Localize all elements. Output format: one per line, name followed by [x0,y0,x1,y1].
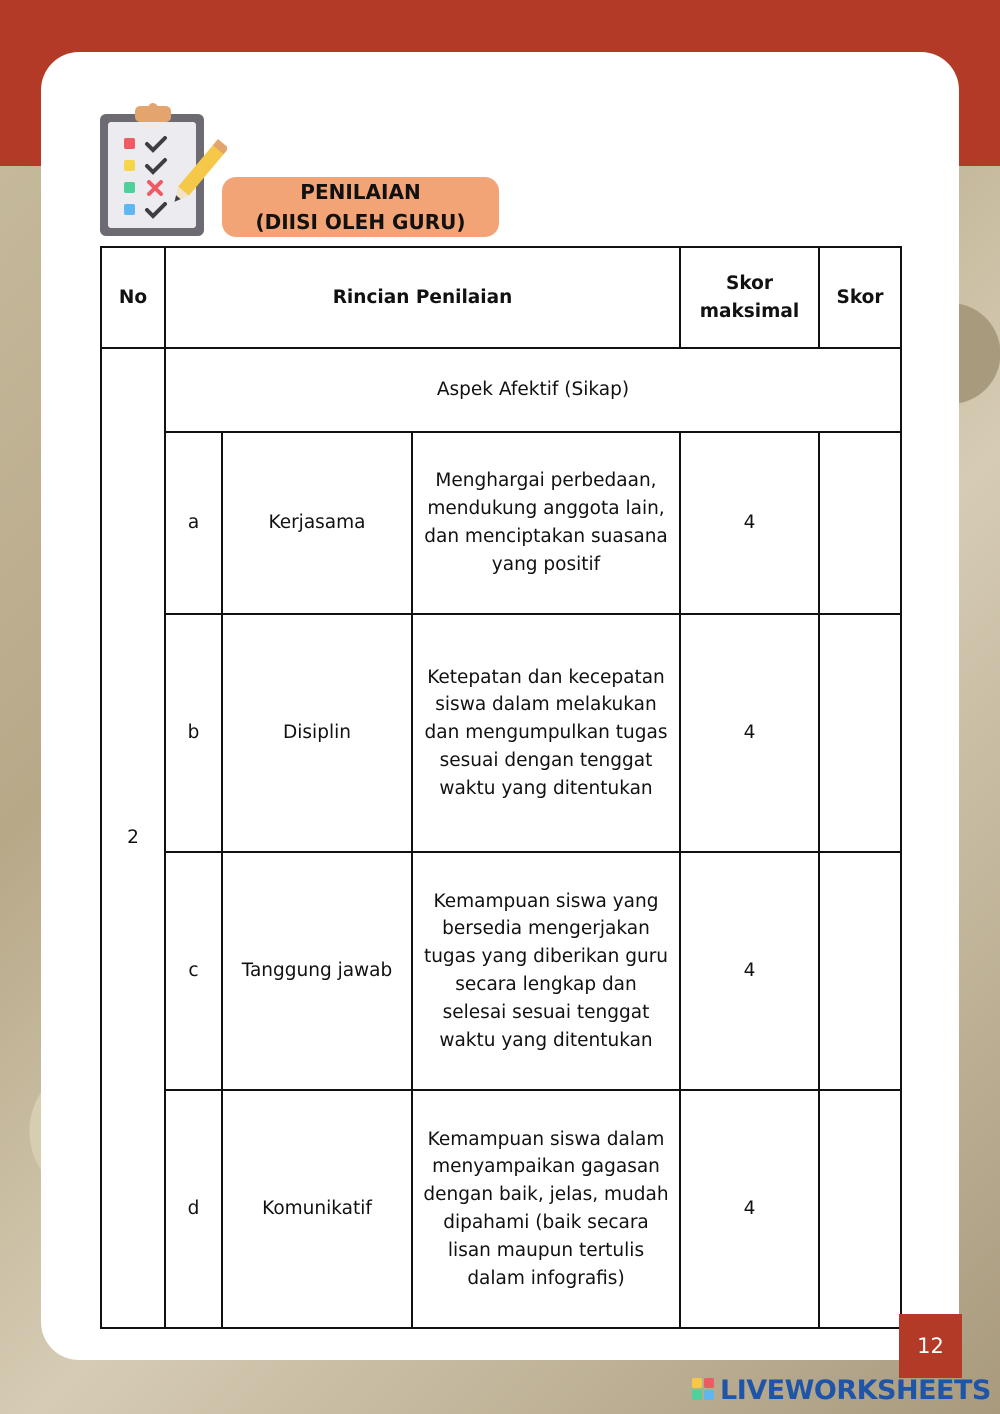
row-max-score: 4 [680,1090,819,1328]
table-row [101,614,901,852]
row-score-input[interactable] [819,852,901,1090]
assessment-table [100,246,902,1329]
row-max-score: 4 [680,852,819,1090]
aspect-row [101,348,901,432]
row-score-input[interactable] [819,432,901,614]
row-criterion: Disiplin [222,614,412,852]
row-description: Menghargai perbedaan, mendukung anggota lain, dan menciptakan suasana yang positif [412,432,680,614]
header-skor: Skor [819,247,901,348]
row-description: Kemampuan siswa yang bersedia mengerjakan tugas yang diberikan guru secara lengkap dan selesai sesuai tenggat waktu yang ditentukan [412,852,680,1090]
row-letter: d [165,1090,222,1328]
title-line-1: PENILAIAN [300,180,421,204]
header-skor-maksimal: Skor maksimal [680,247,819,348]
header-rincian: Rincian Penilaian [165,247,680,348]
row-letter: a [165,432,222,614]
row-letter: c [165,852,222,1090]
clipboard-checklist-icon [97,100,227,240]
group-number: 2 [101,348,165,1328]
row-criterion: Tanggung jawab [222,852,412,1090]
row-description: Ketepatan dan kecepatan siswa dalam melakukan dan mengumpulkan tugas sesuai dengan tenggat waktu yang ditentukan [412,614,680,852]
row-description: Kemampuan siswa dalam menyampaikan gagasan dengan baik, jelas, mudah dipahami (baik secara lisan maupun tertulis dalam infografis) [412,1090,680,1328]
liveworksheets-logo[interactable] [692,1374,991,1406]
liveworksheets-mark-icon [692,1378,716,1402]
row-max-score: 4 [680,614,819,852]
row-max-score: 4 [680,432,819,614]
section-title [222,177,499,237]
aspect-title: Aspek Afektif (Sikap) [165,348,901,432]
header-no: No [101,247,165,348]
row-criterion: Komunikatif [222,1090,412,1328]
table-row [101,852,901,1090]
row-score-input[interactable] [819,1090,901,1328]
row-letter: b [165,614,222,852]
row-criterion: Kerjasama [222,432,412,614]
table-row [101,1090,901,1328]
row-score-input[interactable] [819,614,901,852]
page-number: 12 [899,1314,962,1378]
table-row [101,432,901,614]
liveworksheets-wordmark: LIVEWORKSHEETS [720,1374,991,1406]
title-line-2: (DIISI OLEH GURU) [255,210,466,234]
header-row [101,247,901,348]
